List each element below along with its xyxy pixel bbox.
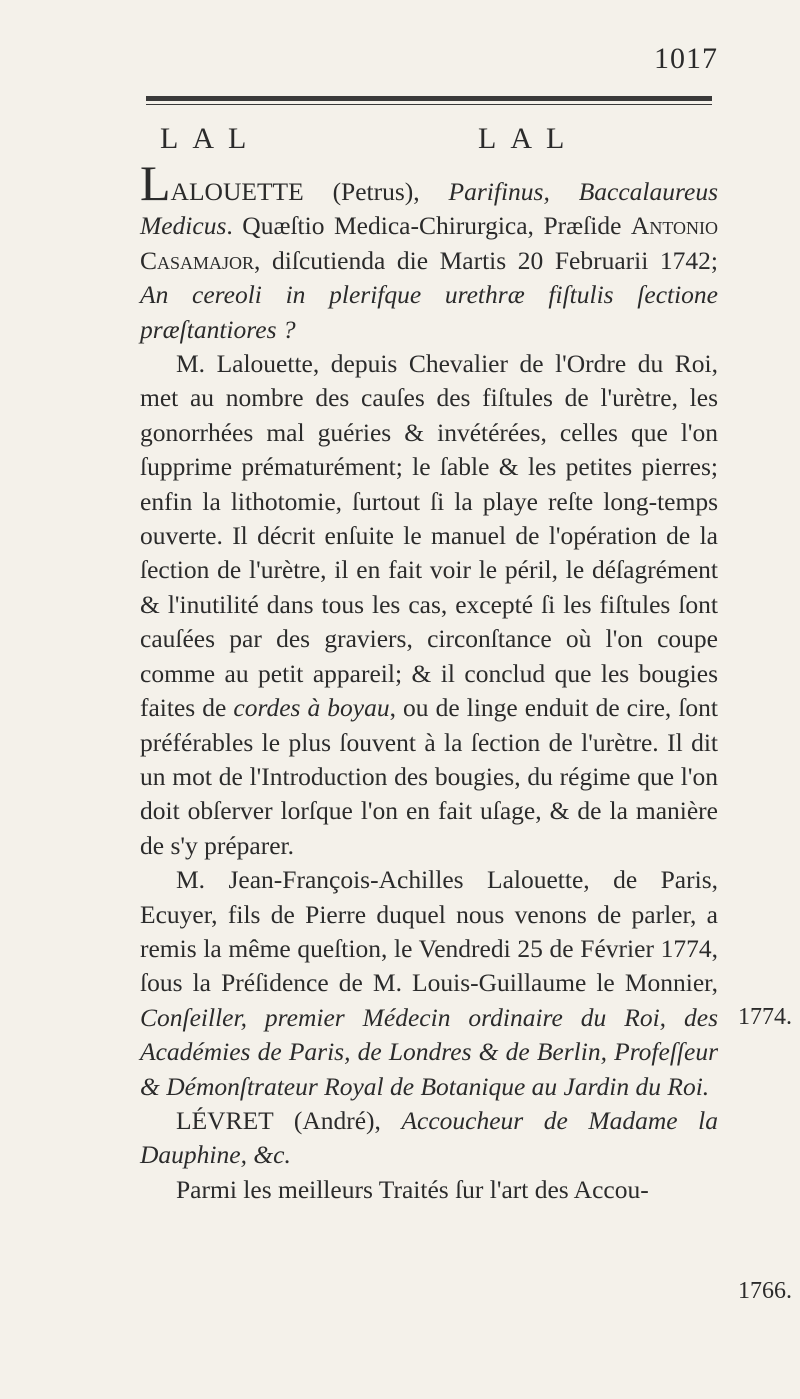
entry-name: ALOUETTE xyxy=(170,177,304,206)
running-head-left: LAL xyxy=(160,122,261,155)
dropcap: L xyxy=(140,155,171,211)
paragraph xyxy=(140,347,718,863)
thesis-question: An cereoli in plerifque urethræ fiſtulis ſectione præſtantiores ? xyxy=(140,280,718,344)
entry-qualifications: Parifinus, Baccalaureus Medicus xyxy=(140,177,718,241)
entry-given-name: (Petrus), xyxy=(303,177,449,206)
paragraph-text: , ou de linge enduit de cire, ſont préférables le plus ſouvent à la ſection de l'urètre. Il dit un mot de l'Introduction des bougies, du régime que l'on doit obſerver lorſque l'on en fait uſage, & de la manière de s'y préparer. xyxy=(140,693,718,860)
praeses-name: Antonio Casamajor xyxy=(140,211,718,275)
paragraph-italic: Conſeiller, premier Médecin ordinaire du Roi, des Académies de Paris, de Londres & de Berlin, Profeſſeur & Démonſtrateur Royal de Botanique au Jardin du Roi. xyxy=(140,1002,718,1101)
entry-title: Accoucheur de Madame la Dauphine, &c. xyxy=(140,1105,718,1170)
header-rule xyxy=(146,96,712,101)
entry-lalouette xyxy=(140,155,718,347)
margin-note-year: 1774. xyxy=(738,1004,792,1030)
paragraph-text: M. Jean-François-Achilles Lalouette, de Paris, Ecuyer, fils de Pierre duquel nous venons de parler, a remis la même queſtion, le Vendredi 25 de Février 1774, ſous la Préſidence de M. Louis-Guillaume le Monnier, xyxy=(140,865,718,998)
entry-given-name: (André), xyxy=(273,1105,402,1135)
page-number: 1017 xyxy=(654,42,718,75)
header-rule-thin xyxy=(146,104,712,105)
entry-text: . Quæſtio Medica-Chirurgica, Præſide xyxy=(226,211,631,241)
body-text xyxy=(140,155,718,1207)
entry-name: LÉVRET xyxy=(176,1105,274,1135)
paragraph xyxy=(140,1173,718,1207)
paragraph-text: Parmi les meilleurs Traités ſur l'art des Accou- xyxy=(176,1174,649,1204)
margin-note-year: 1766. xyxy=(738,1278,792,1304)
entry-text: , diſcutienda die Martis 20 Februarii 1742; xyxy=(254,245,718,275)
running-head-right: LAL xyxy=(478,122,579,155)
paragraph-italic: cordes à boyau xyxy=(233,693,390,723)
entry-levret xyxy=(140,1104,718,1173)
paragraph xyxy=(140,863,718,1104)
paragraph-text: M. Lalouette, depuis Chevalier de l'Ordre du Roi, met au nombre des cauſes des fiſtules de l'urètre, les gonorrhées mal guéries & invétérées, celles que l'on ſupprime prématurément; le ſable & les petites pierres; enfin la lithotomie, ſurtout ſi la playe reſte long-temps ouverte. Il décrit enſuite le manuel de l'opération de la ſection de l'urètre, il en fait voir le péril, le déſagrément & l'inutilité dans tous les cas, excepté ſi les fiſtules ſont cauſées par des graviers, circonſtance où l'on coupe comme au petit appareil; & il conclud que les bougies faites de xyxy=(140,349,718,723)
